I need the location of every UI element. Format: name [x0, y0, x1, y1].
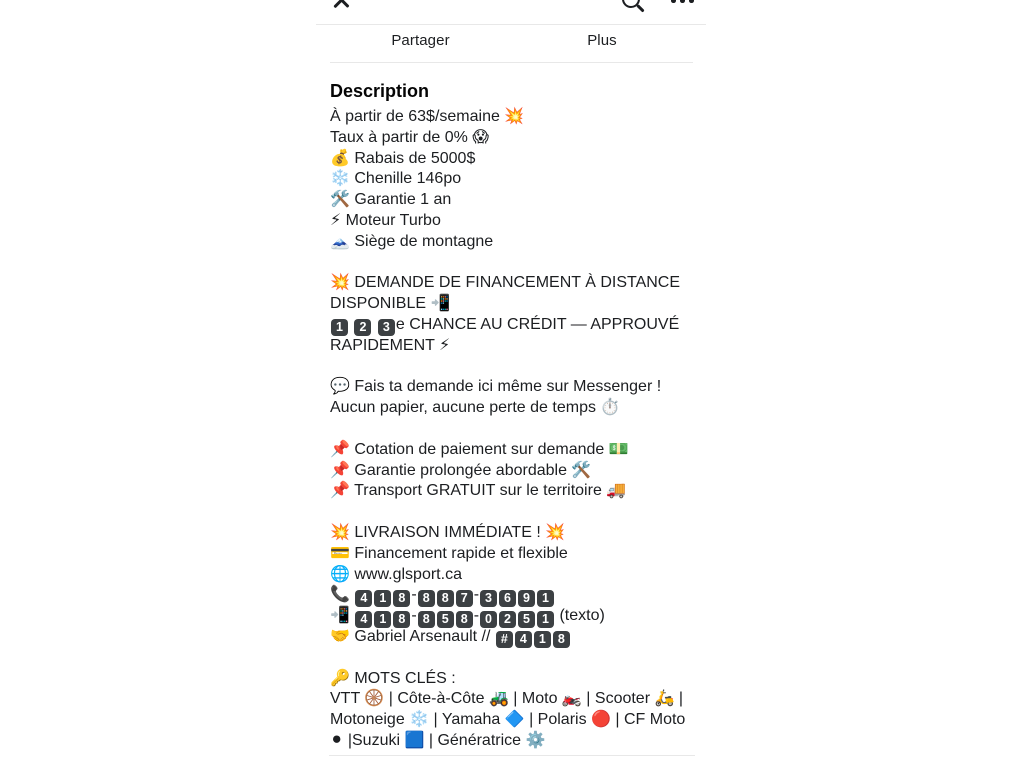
- description-line: 💥 DEMANDE DE FINANCEMENT À DISTANCE: [330, 274, 681, 292]
- description-line: 🤝 Gabriel Arsenault // # 4 1 8: [330, 627, 696, 648]
- description-line: 1 2 3 e CHANCE AU CRÉDIT — APPROUVÉ: [330, 315, 696, 336]
- description-line: DISPONIBLE 📲: [330, 295, 451, 313]
- description-line: Motoneige ❄️ | Yamaha 🔷 | Polaris 🔴 | CF Moto: [330, 711, 686, 729]
- description-line: 💥 LIVRAISON IMMÉDIATE ! 💥: [330, 523, 566, 541]
- description-line: 💰 Rabais de 5000$: [330, 149, 476, 167]
- description-line: RAPIDEMENT ⚡: [330, 336, 451, 354]
- search-icon[interactable]: [618, 0, 652, 18]
- description-line: [330, 502, 696, 523]
- description-line: [330, 357, 696, 378]
- description-line: 🗻 Siège de montagne: [330, 232, 494, 250]
- description-line: 💳 Financement rapide et flexible: [330, 544, 568, 562]
- ellipsis-dot: [689, 0, 694, 3]
- description-line: VTT 🛞 | Côte-à-Côte 🚜 | Moto 🏍️ | Scooter 🛵 |: [330, 690, 683, 708]
- description-line: 📌 Transport GRATUIT sur le territoire 🚚: [330, 482, 627, 500]
- description-line: À partir de 63$/semaine 💥: [330, 108, 525, 125]
- description-line: 🔑 MOTS CLÉS :: [330, 669, 456, 687]
- description-line: ❄️ Chenille 146po: [330, 170, 462, 188]
- description-line: [330, 419, 696, 440]
- divider-actions: [330, 62, 693, 63]
- description-line: ⚫ |Suzuki 🟦 | Génératrice ⚙️: [330, 731, 546, 749]
- search-icon-handle: [636, 4, 644, 12]
- divider-topbar: [316, 24, 706, 25]
- description-section: [330, 81, 696, 752]
- description-text: [330, 107, 696, 752]
- description-line: Aucun papier, aucune perte de temps ⏱️: [330, 399, 621, 417]
- description-line: ⚡ Moteur Turbo: [330, 211, 441, 229]
- description-line: [330, 648, 696, 669]
- ellipsis-dot: [671, 0, 676, 3]
- description-line: 📲 4 1 8 - 8 5 8 - 0 2 5 1 (texto): [330, 607, 605, 626]
- description-line: 📌 Cotation de paiement sur demande 💵: [330, 440, 629, 458]
- description-line: 💬 Fais ta demande ici même sur Messenger !: [330, 378, 662, 396]
- ellipsis-dot: [680, 0, 685, 3]
- description-line: [330, 253, 696, 274]
- description-line: 📞 4 1 8 - 8 8 7 - 3 6 9 1: [330, 585, 696, 606]
- description-line: 📌 Garantie prolongée abordable 🛠️: [330, 461, 592, 479]
- close-icon[interactable]: [331, 0, 351, 10]
- description-line: 🌐 www.glsport.ca: [330, 565, 462, 583]
- share-button[interactable]: Partager: [330, 29, 511, 53]
- description-line: 🛠️ Garantie 1 an: [330, 191, 452, 209]
- divider-bottom: [329, 755, 695, 756]
- more-options-icon[interactable]: [671, 0, 697, 6]
- more-button[interactable]: Plus: [511, 29, 693, 53]
- description-line: Taux à partir de 0% 😱: [330, 128, 489, 146]
- description-heading: Description: [330, 81, 430, 101]
